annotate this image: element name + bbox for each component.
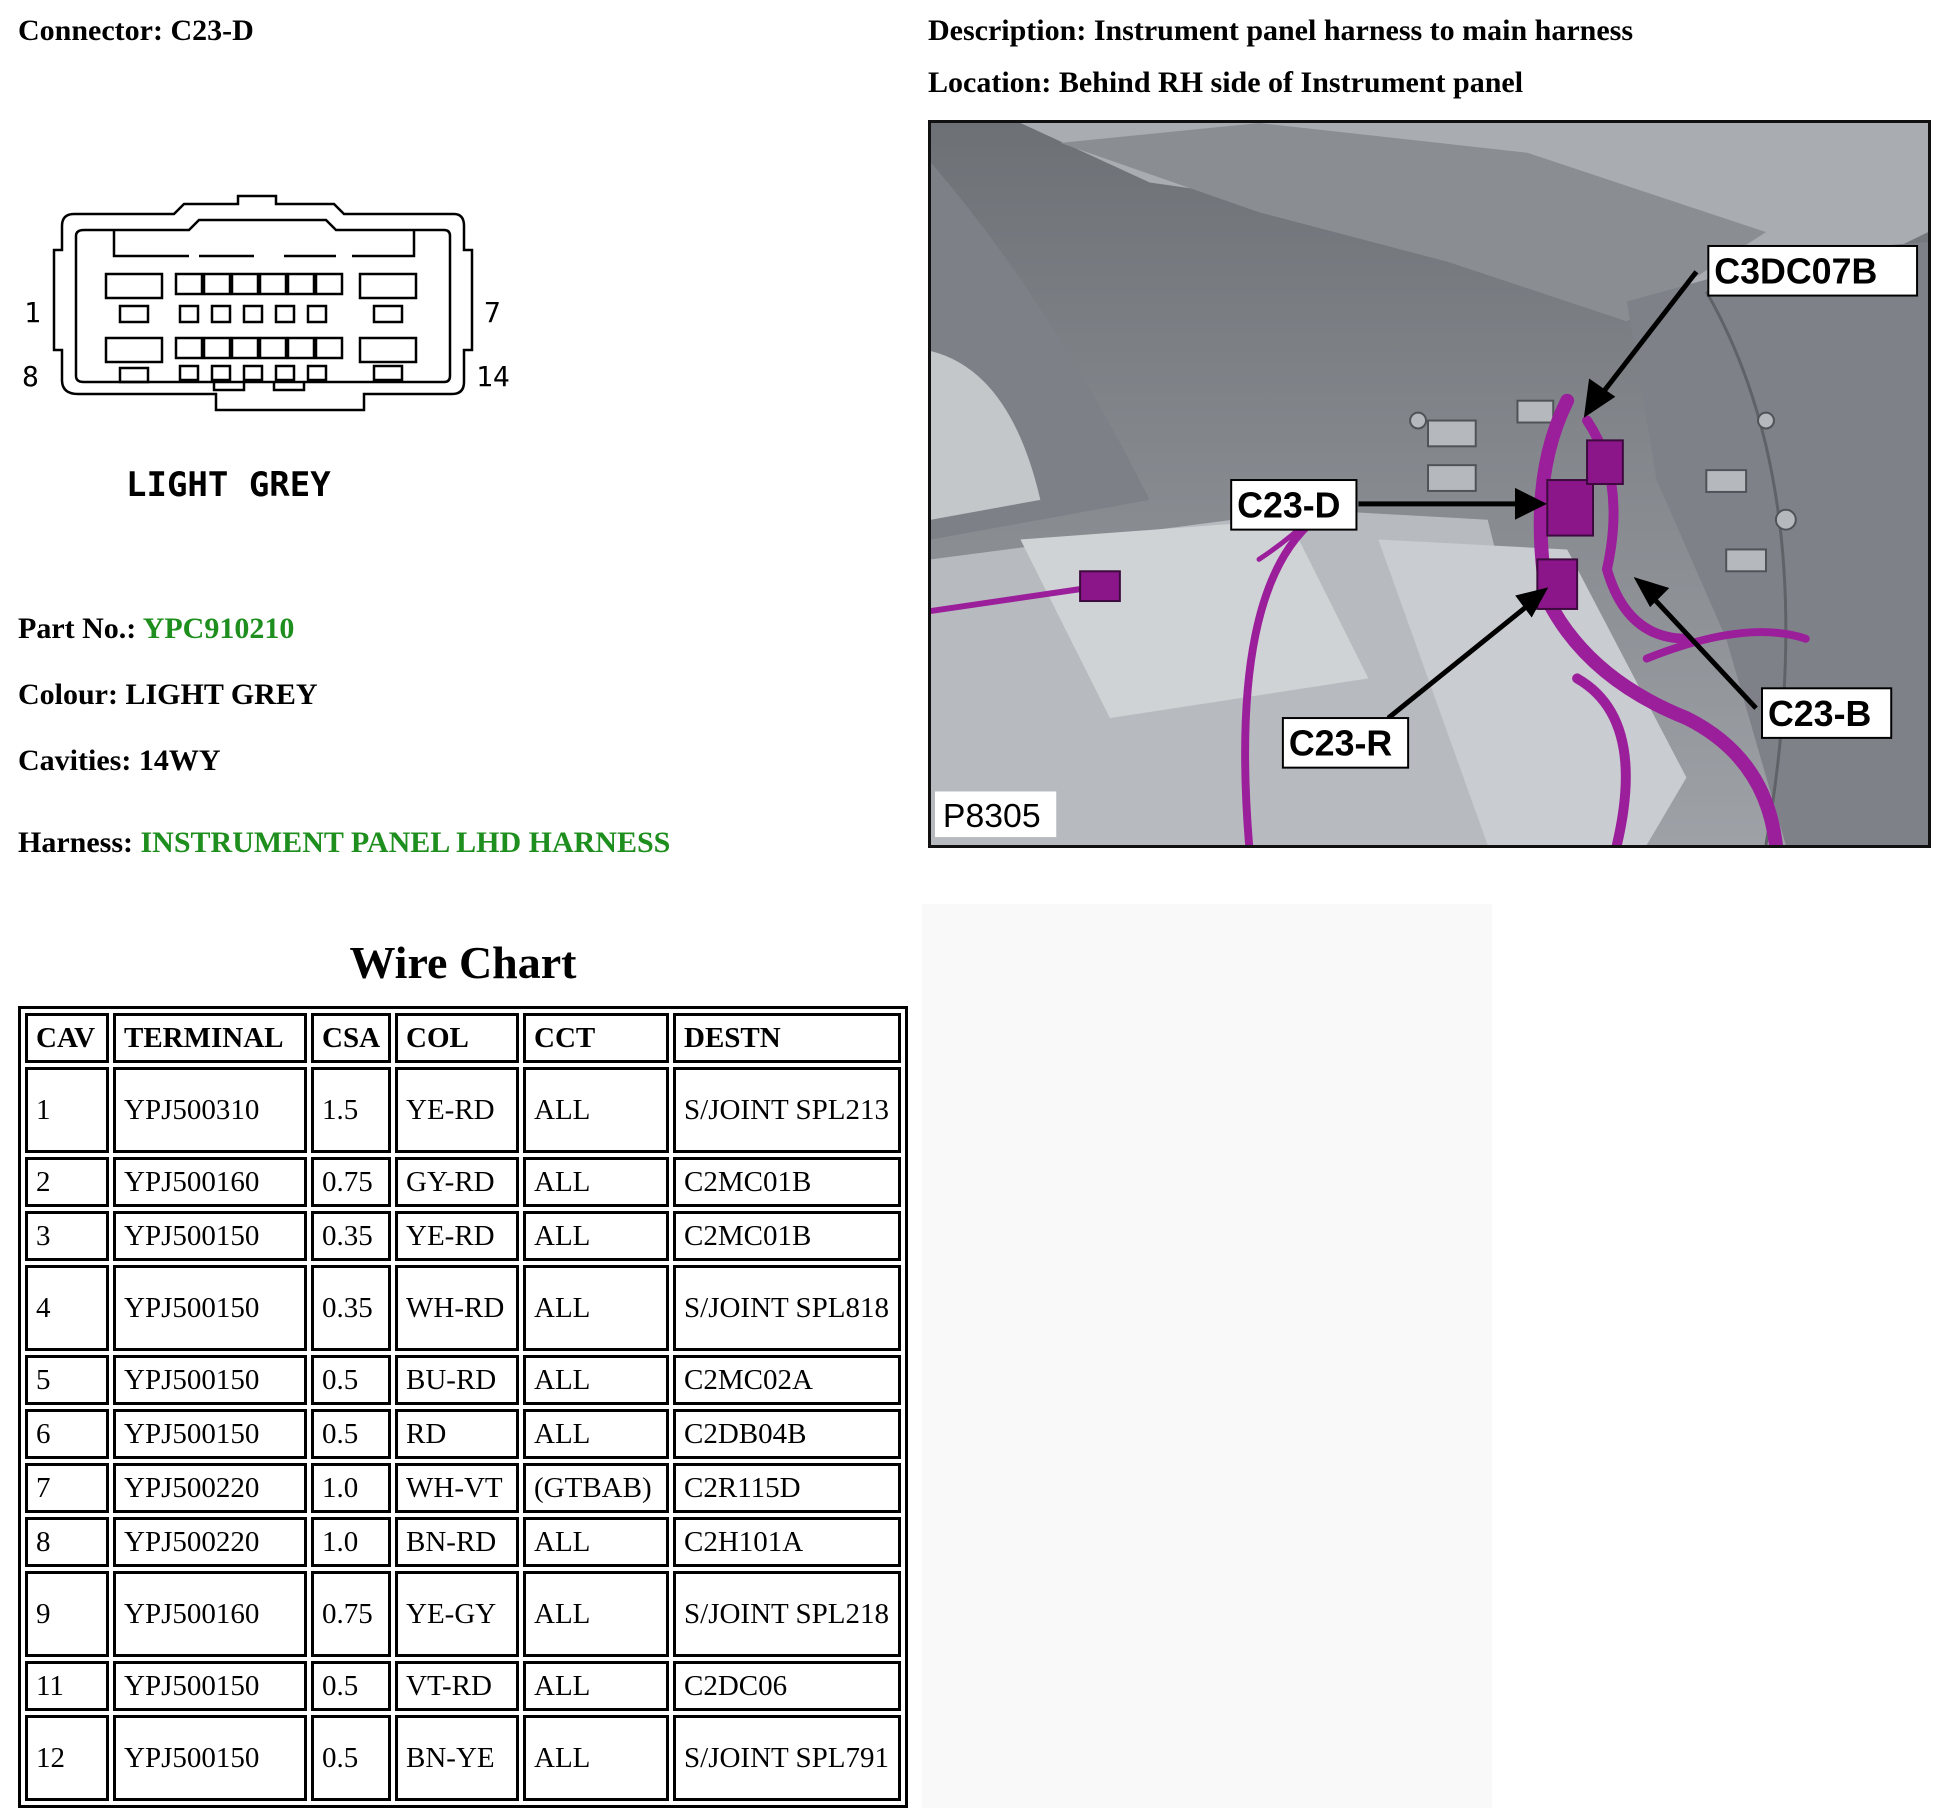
table-row bbox=[25, 1409, 901, 1459]
cell-destn: C2H101A bbox=[673, 1517, 901, 1567]
cell-csa: 0.5 bbox=[311, 1715, 391, 1801]
harness-label: Harness: bbox=[18, 826, 133, 859]
colour-line bbox=[18, 678, 318, 712]
cavities-value: 14WY bbox=[138, 744, 221, 777]
table-row bbox=[25, 1571, 901, 1657]
cell-cav: 1 bbox=[25, 1067, 109, 1153]
cell-csa: 1.0 bbox=[311, 1463, 391, 1513]
table-row bbox=[25, 1355, 901, 1405]
cell-cct: ALL bbox=[523, 1715, 669, 1801]
header-csa: CSA bbox=[311, 1013, 391, 1063]
cell-csa: 0.75 bbox=[311, 1157, 391, 1207]
cell-cct: ALL bbox=[523, 1157, 669, 1207]
header-cav: CAV bbox=[25, 1013, 109, 1063]
cell-cav: 12 bbox=[25, 1715, 109, 1801]
cell-terminal: YPJ500150 bbox=[113, 1265, 307, 1351]
cell-destn: C2DC06 bbox=[673, 1661, 901, 1711]
cell-csa: 0.5 bbox=[311, 1355, 391, 1405]
connector-face-diagram bbox=[14, 190, 514, 520]
cell-col: YE-GY bbox=[395, 1571, 519, 1657]
cell-cav: 6 bbox=[25, 1409, 109, 1459]
cell-col: BN-RD bbox=[395, 1517, 519, 1567]
cell-csa: 0.5 bbox=[311, 1409, 391, 1459]
connector-label: Connector: bbox=[18, 14, 163, 47]
cell-destn: C2MC02A bbox=[673, 1355, 901, 1405]
header-cct: CCT bbox=[523, 1013, 669, 1063]
part-number-label: Part No.: bbox=[18, 612, 137, 645]
side-panel bbox=[922, 904, 1492, 1808]
cell-destn: C2MC01B bbox=[673, 1157, 901, 1207]
table-row bbox=[25, 1517, 901, 1567]
location-photo bbox=[928, 120, 1931, 848]
colour-label: Colour: bbox=[18, 678, 118, 711]
cell-col: BU-RD bbox=[395, 1355, 519, 1405]
callout-c23b: C23-B bbox=[1767, 694, 1872, 734]
part-number-line bbox=[18, 612, 294, 646]
cell-cav: 7 bbox=[25, 1463, 109, 1513]
cell-cav: 2 bbox=[25, 1157, 109, 1207]
cell-cav: 9 bbox=[25, 1571, 109, 1657]
pin-label-14: 14 bbox=[476, 360, 510, 393]
cell-cct: (GTBAB) bbox=[523, 1463, 669, 1513]
cavities-line bbox=[18, 744, 220, 778]
cell-destn: C2R115D bbox=[673, 1463, 901, 1513]
cell-terminal: YPJ500150 bbox=[113, 1355, 307, 1405]
header-col: COL bbox=[395, 1013, 519, 1063]
description-value: Instrument panel harness to main harness bbox=[1093, 14, 1634, 47]
cell-col: YE-RD bbox=[395, 1211, 519, 1261]
cell-terminal: YPJ500310 bbox=[113, 1067, 307, 1153]
table-row bbox=[25, 1157, 901, 1207]
cell-cav: 4 bbox=[25, 1265, 109, 1351]
table-row bbox=[25, 1661, 901, 1711]
figure-id: P8305 bbox=[942, 797, 1041, 836]
wire-chart-header-row bbox=[25, 1013, 901, 1063]
header-terminal: TERMINAL bbox=[113, 1013, 307, 1063]
cell-cct: ALL bbox=[523, 1355, 669, 1405]
cell-col: WH-VT bbox=[395, 1463, 519, 1513]
location-value: Behind RH side of Instrument panel bbox=[1058, 66, 1524, 99]
colour-caption: LIGHT GREY bbox=[126, 465, 331, 505]
cell-terminal: YPJ500220 bbox=[113, 1517, 307, 1567]
cell-terminal: YPJ500150 bbox=[113, 1715, 307, 1801]
cell-csa: 1.5 bbox=[311, 1067, 391, 1153]
cell-terminal: YPJ500160 bbox=[113, 1571, 307, 1657]
cell-cct: ALL bbox=[523, 1661, 669, 1711]
table-row bbox=[25, 1211, 901, 1261]
table-row bbox=[25, 1265, 901, 1351]
callout-c23d: C23-D bbox=[1237, 485, 1341, 526]
cell-csa: 0.35 bbox=[311, 1211, 391, 1261]
cell-destn: S/JOINT SPL218 bbox=[673, 1571, 901, 1657]
part-number-link[interactable]: YPC910210 bbox=[142, 612, 295, 645]
cell-cct: ALL bbox=[523, 1067, 669, 1153]
table-row bbox=[25, 1463, 901, 1513]
callout-c23r: C23-R bbox=[1288, 723, 1393, 764]
connector-heading bbox=[18, 14, 254, 48]
cell-destn: C2DB04B bbox=[673, 1409, 901, 1459]
cell-terminal: YPJ500220 bbox=[113, 1463, 307, 1513]
cell-csa: 0.5 bbox=[311, 1661, 391, 1711]
cell-csa: 1.0 bbox=[311, 1517, 391, 1567]
pin-label-7: 7 bbox=[484, 296, 501, 329]
cell-col: WH-RD bbox=[395, 1265, 519, 1351]
cell-terminal: YPJ500150 bbox=[113, 1661, 307, 1711]
cell-destn: S/JOINT SPL213 bbox=[673, 1067, 901, 1153]
wire-chart-title: Wire Chart bbox=[349, 937, 577, 988]
cell-cct: ALL bbox=[523, 1571, 669, 1657]
connector-value: C23-D bbox=[170, 14, 254, 47]
callout-c3dc07b: C3DC07B bbox=[1714, 251, 1878, 292]
description-label: Description: bbox=[928, 14, 1087, 47]
harness-link[interactable]: INSTRUMENT PANEL LHD HARNESS bbox=[140, 826, 671, 859]
cell-destn: S/JOINT SPL818 bbox=[673, 1265, 901, 1351]
header-destn: DESTN bbox=[673, 1013, 901, 1063]
colour-value: LIGHT GREY bbox=[125, 678, 318, 711]
cell-col: YE-RD bbox=[395, 1067, 519, 1153]
pin-label-1: 1 bbox=[24, 296, 41, 329]
cell-col: VT-RD bbox=[395, 1661, 519, 1711]
cell-csa: 0.75 bbox=[311, 1571, 391, 1657]
cell-col: RD bbox=[395, 1409, 519, 1459]
cell-terminal: YPJ500150 bbox=[113, 1211, 307, 1261]
cell-cct: ALL bbox=[523, 1517, 669, 1567]
harness-line bbox=[18, 826, 670, 860]
table-row bbox=[25, 1715, 901, 1801]
table-row bbox=[25, 1067, 901, 1153]
cell-col: GY-RD bbox=[395, 1157, 519, 1207]
cell-destn: C2MC01B bbox=[673, 1211, 901, 1261]
description-line bbox=[928, 14, 1633, 48]
cell-terminal: YPJ500150 bbox=[113, 1409, 307, 1459]
cell-terminal: YPJ500160 bbox=[113, 1157, 307, 1207]
cell-csa: 0.35 bbox=[311, 1265, 391, 1351]
location-label: Location: bbox=[928, 66, 1052, 99]
cell-cct: ALL bbox=[523, 1409, 669, 1459]
cell-col: BN-YE bbox=[395, 1715, 519, 1801]
wire-chart-body bbox=[25, 1067, 901, 1801]
cell-cav: 8 bbox=[25, 1517, 109, 1567]
cell-cav: 11 bbox=[25, 1661, 109, 1711]
cell-cav: 3 bbox=[25, 1211, 109, 1261]
cell-cct: ALL bbox=[523, 1211, 669, 1261]
location-line bbox=[928, 66, 1523, 100]
cell-cct: ALL bbox=[523, 1265, 669, 1351]
pin-label-8: 8 bbox=[22, 360, 39, 393]
cell-destn: S/JOINT SPL791 bbox=[673, 1715, 901, 1801]
cell-cav: 5 bbox=[25, 1355, 109, 1405]
wire-chart-table bbox=[18, 1006, 908, 1808]
cavities-label: Cavities: bbox=[18, 744, 132, 777]
